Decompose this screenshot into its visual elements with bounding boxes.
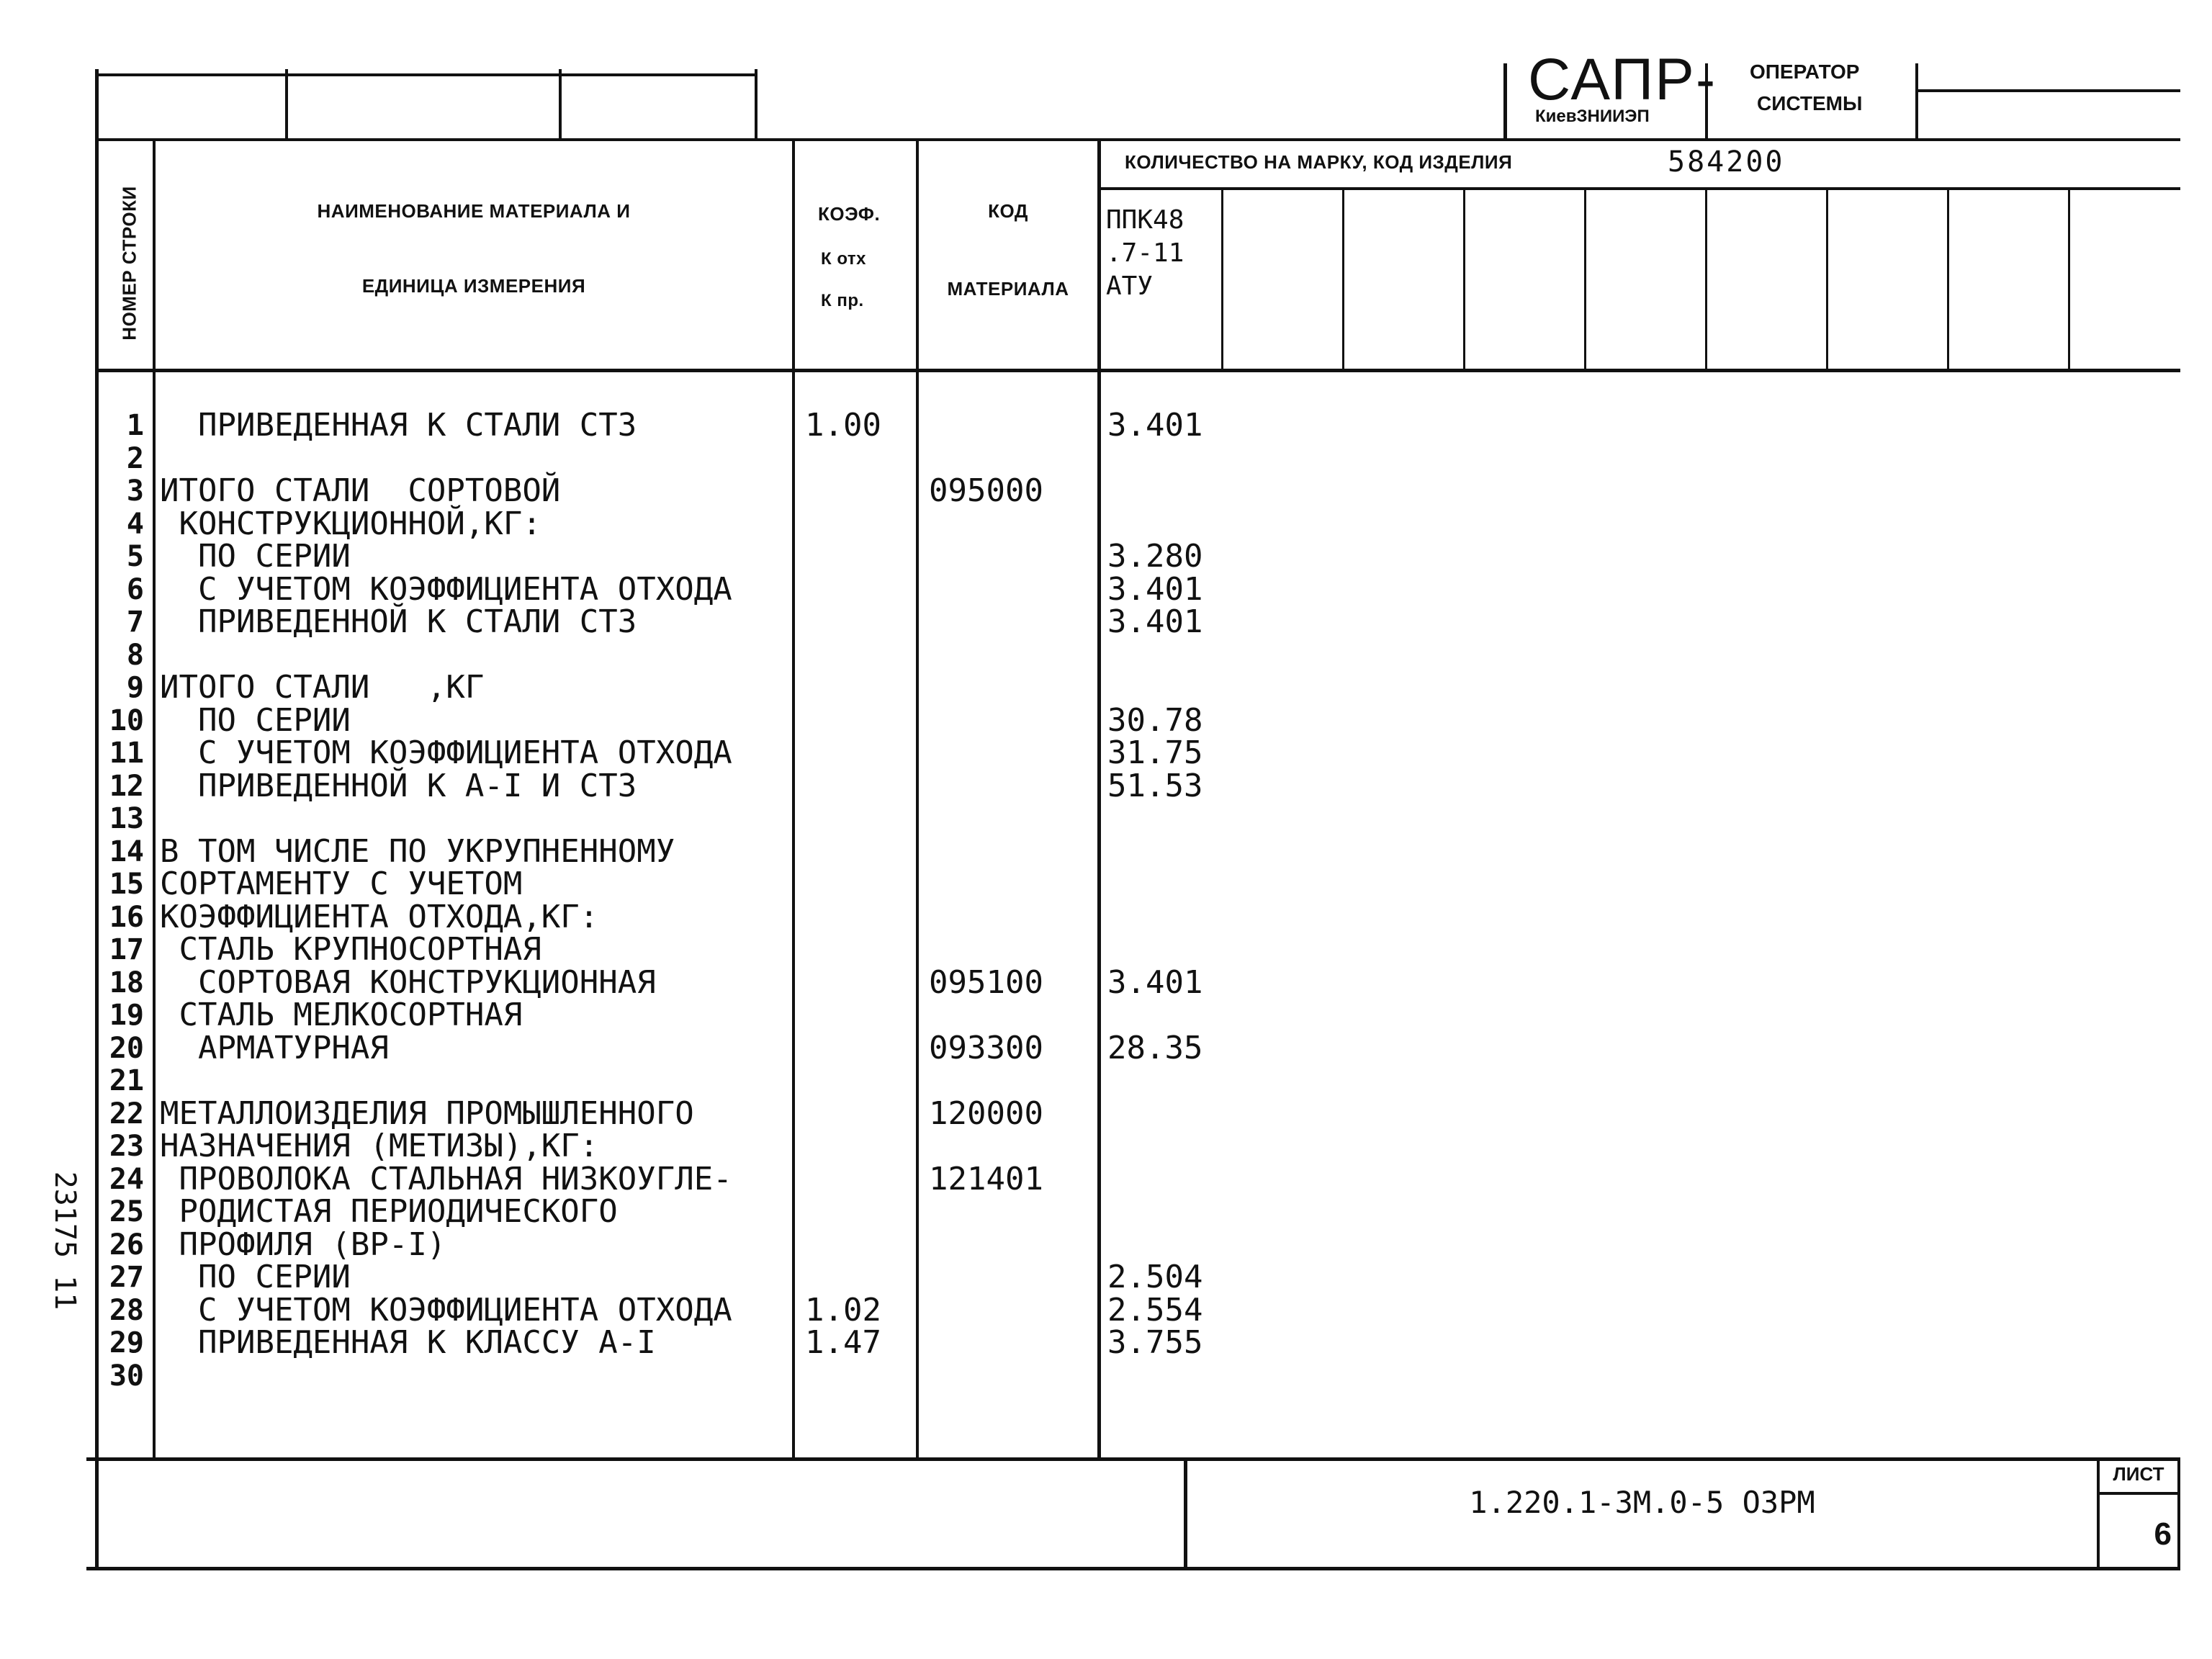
row-number: 16 bbox=[109, 900, 144, 934]
row-material-name: СТАЛЬ МЕЛКОСОРТНАЯ bbox=[160, 997, 523, 1033]
row-number: 19 bbox=[109, 999, 144, 1032]
row-material-name: С УЧЕТОМ КОЭФФИЦИЕНТА ОТХОДА bbox=[160, 570, 732, 608]
sheet-label: ЛИСТ bbox=[2113, 1463, 2164, 1485]
row-quantity: 28.35 bbox=[1107, 1029, 1203, 1066]
row-number: 24 bbox=[109, 1162, 144, 1196]
row-quantity: 3.755 bbox=[1107, 1324, 1203, 1361]
row-number: 9 bbox=[126, 671, 144, 704]
sheet-number: 6 bbox=[2154, 1516, 2172, 1552]
row-material-name: ПРИВЕДЕННОЙ К А-I И СТЗ bbox=[160, 767, 637, 804]
coef-header-line1: КОЭФ. bbox=[818, 203, 881, 225]
row-material-name: ПРИВЕДЕННАЯ К СТАЛИ СТЗ bbox=[160, 407, 637, 444]
product-code: 584200 bbox=[1668, 145, 1785, 179]
coef-header-line3: К пр. bbox=[821, 291, 864, 310]
row-material-name: СОРТАМЕНТУ С УЧЕТОМ bbox=[160, 866, 523, 902]
row-number: 26 bbox=[109, 1228, 144, 1262]
row-number: 1 bbox=[126, 409, 144, 442]
row-quantity: 3.280 bbox=[1107, 538, 1203, 575]
margin-note: 23175 11 bbox=[48, 1171, 81, 1310]
row-number: 7 bbox=[126, 606, 144, 639]
row-material-name: ИТОГО СТАЛИ СОРТОВОЙ bbox=[160, 472, 561, 509]
row-material-name: ПО СЕРИИ bbox=[160, 1259, 351, 1295]
row-material-name: ПРОФИЛЯ (ВР-I) bbox=[160, 1226, 446, 1263]
row-number: 2 bbox=[126, 441, 144, 475]
document-code: 1.220.1-3М.0-5 ОЗРМ bbox=[1469, 1485, 1815, 1520]
row-quantity: 3.401 bbox=[1107, 407, 1203, 444]
row-number: 8 bbox=[126, 638, 144, 672]
row-number: 6 bbox=[126, 572, 144, 606]
row-material-code: 120000 bbox=[929, 1094, 1043, 1132]
row-quantity: 51.53 bbox=[1107, 767, 1203, 804]
row-number-header: НОМЕР СТРОКИ bbox=[118, 186, 140, 341]
row-number: 18 bbox=[109, 966, 144, 999]
sapr-sub-label: КиевЗНИИЭП bbox=[1535, 107, 1650, 126]
row-number: 22 bbox=[109, 1097, 144, 1130]
row-material-name: С УЧЕТОМ КОЭФФИЦИЕНТА ОТХОДА bbox=[160, 1291, 732, 1328]
row-quantity: 3.401 bbox=[1107, 603, 1203, 640]
row-number: 10 bbox=[109, 703, 144, 737]
row-number: 27 bbox=[109, 1261, 144, 1294]
row-number: 17 bbox=[109, 933, 144, 966]
row-material-code: 095100 bbox=[929, 963, 1043, 1001]
row-quantity: 3.401 bbox=[1107, 963, 1203, 1001]
quantity-header: КОЛИЧЕСТВО НА МАРКУ, КОД ИЗДЕЛИЯ bbox=[1125, 151, 1513, 173]
code-header-line1: КОД bbox=[988, 200, 1028, 222]
row-material-name: КОНСТРУКЦИОННОЙ,КГ: bbox=[160, 505, 541, 542]
row-material-name: НАЗНАЧЕНИЯ (МЕТИЗЫ),КГ: bbox=[160, 1128, 599, 1164]
row-number: 5 bbox=[126, 540, 144, 573]
row-number: 30 bbox=[109, 1359, 144, 1393]
row-quantity: 2.504 bbox=[1107, 1259, 1203, 1295]
mark-header-line3: АТУ bbox=[1106, 271, 1154, 301]
row-number: 21 bbox=[109, 1064, 144, 1097]
row-quantity: 30.78 bbox=[1107, 701, 1203, 739]
row-coefficient: 1.02 bbox=[805, 1291, 881, 1328]
code-header-line2: МАТЕРИАЛА bbox=[947, 278, 1069, 300]
sapr-logo: САПР- bbox=[1528, 47, 1717, 112]
row-number: 29 bbox=[109, 1326, 144, 1359]
row-material-name: ПО СЕРИИ bbox=[160, 701, 351, 739]
system-label: СИСТЕМЫ bbox=[1757, 92, 1863, 114]
row-number: 4 bbox=[126, 507, 144, 541]
row-number: 28 bbox=[109, 1293, 144, 1327]
row-material-name: ИТОГО СТАЛИ ,КГ bbox=[160, 669, 485, 706]
mark-header-line1: ППК48 bbox=[1106, 205, 1184, 235]
row-material-code: 093300 bbox=[929, 1029, 1043, 1066]
row-number: 15 bbox=[109, 868, 144, 901]
row-material-name: КОЭФФИЦИЕНТА ОТХОДА,КГ: bbox=[160, 898, 599, 935]
row-quantity: 2.554 bbox=[1107, 1291, 1203, 1328]
row-number: 25 bbox=[109, 1195, 144, 1228]
mark-header-line2: .7-11 bbox=[1106, 238, 1184, 268]
row-number: 11 bbox=[109, 737, 144, 770]
row-number: 14 bbox=[109, 835, 144, 868]
row-material-name: С УЧЕТОМ КОЭФФИЦИЕНТА ОТХОДА bbox=[160, 734, 732, 771]
row-material-code: 121401 bbox=[929, 1160, 1043, 1197]
coef-header-line2: К отх bbox=[821, 249, 866, 269]
row-material-name: СОРТОВАЯ КОНСТРУКЦИОННАЯ bbox=[160, 963, 656, 1001]
row-number: 12 bbox=[109, 769, 144, 803]
row-material-name: АРМАТУРНАЯ bbox=[160, 1029, 389, 1066]
operator-label: ОПЕРАТОР bbox=[1750, 60, 1860, 83]
row-material-name: СТАЛЬ КРУПНОСОРТНАЯ bbox=[160, 931, 541, 968]
material-name-header-line2: ЕДИНИЦА ИЗМЕРЕНИЯ bbox=[361, 275, 586, 297]
row-number: 3 bbox=[126, 475, 144, 508]
material-name-header-line1: НАИМЕНОВАНИЕ МАТЕРИАЛА И bbox=[317, 200, 631, 222]
row-material-name: РОДИСТАЯ ПЕРИОДИЧЕСКОГО bbox=[160, 1193, 618, 1230]
row-material-name: В ТОМ ЧИСЛЕ ПО УКРУПНЕННОМУ bbox=[160, 832, 675, 870]
row-number: 13 bbox=[109, 802, 144, 835]
row-material-name: ПО СЕРИИ bbox=[160, 538, 351, 575]
row-material-name: ПРИВЕДЕННАЯ К КЛАССУ А-I bbox=[160, 1324, 656, 1361]
row-number: 23 bbox=[109, 1130, 144, 1163]
row-material-name: ПРОВОЛОКА СТАЛЬНАЯ НИЗКОУГЛЕ- bbox=[160, 1160, 732, 1197]
row-material-name: МЕТАЛЛОИЗДЕЛИЯ ПРОМЫШЛЕННОГО bbox=[160, 1094, 694, 1132]
row-quantity: 31.75 bbox=[1107, 734, 1203, 771]
row-material-name: ПРИВЕДЕННОЙ К СТАЛИ СТЗ bbox=[160, 603, 637, 640]
row-coefficient: 1.00 bbox=[805, 407, 881, 444]
row-number: 20 bbox=[109, 1031, 144, 1065]
row-material-code: 095000 bbox=[929, 472, 1043, 509]
row-quantity: 3.401 bbox=[1107, 570, 1203, 608]
row-coefficient: 1.47 bbox=[805, 1324, 881, 1361]
